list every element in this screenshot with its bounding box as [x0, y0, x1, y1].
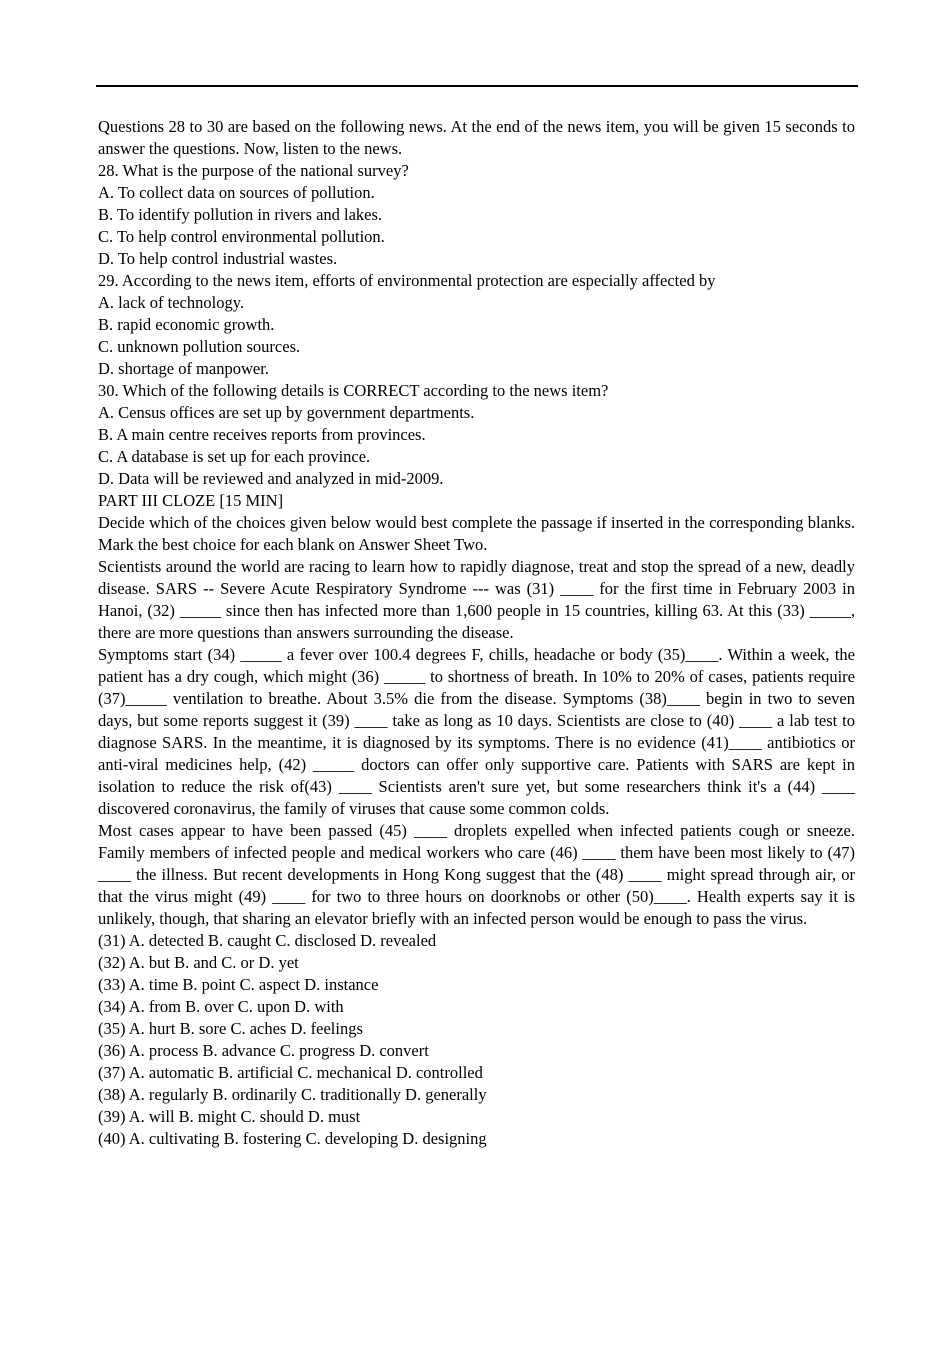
question-29-option-b: B. rapid economic growth.: [98, 315, 275, 334]
question-28-option-d: D. To help control industrial wastes.: [98, 249, 338, 268]
choice-37: (37) A. automatic B. artificial C. mechanical D. controlled: [98, 1063, 483, 1082]
question-28-option-c: C. To help control environmental pollution.: [98, 227, 385, 246]
header-rule: [96, 85, 858, 87]
part-title: PART III CLOZE [15 MIN]: [98, 491, 284, 510]
question-29-option-d: D. shortage of manpower.: [98, 359, 269, 378]
question-28-stem: 28. What is the purpose of the national survey?: [98, 161, 409, 180]
question-29-option-c: C. unknown pollution sources.: [98, 337, 301, 356]
page-content: [98, 116, 855, 1150]
question-30-option-b: B. A main centre receives reports from provinces.: [98, 425, 426, 444]
choice-38: (38) A. regularly B. ordinarily C. traditionally D. generally: [98, 1085, 487, 1104]
question-29-stem: 29. According to the news item, efforts of environmental protection are especially affected by: [98, 271, 716, 290]
choice-34: (34) A. from B. over C. upon D. with: [98, 997, 344, 1016]
question-28-option-a: A. To collect data on sources of pollution.: [98, 183, 375, 202]
question-30-option-d: D. Data will be reviewed and analyzed in mid-2009.: [98, 469, 444, 488]
question-30-stem: 30. Which of the following details is CORRECT according to the news item?: [98, 381, 609, 400]
question-28-option-b: B. To identify pollution in rivers and lakes.: [98, 205, 383, 224]
question-29-option-a: A. lack of technology.: [98, 293, 245, 312]
passage-paragraph-1: Scientists around the world are racing to learn how to rapidly diagnose, treat and stop the spread of a new, deadly disease. SARS -- Severe Acute Respiratory Syndrome --- was (31) ____ for the first time in February 2003 in Hanoi, (32) _____ since then has infected more than 1,600 people in 15 countries, killing 63. At this (33) _____, there are more questions than answers surrounding the disease.: [98, 557, 855, 642]
choice-33: (33) A. time B. point C. aspect D. instance: [98, 975, 379, 994]
question-30-option-a: A. Census offices are set up by government departments.: [98, 403, 475, 422]
listening-intro: Questions 28 to 30 are based on the following news. At the end of the news item, you will be given 15 seconds to answer the questions. Now, listen to the news.: [98, 117, 855, 158]
cloze-instructions: Decide which of the choices given below would best complete the passage if inserted in the corresponding blanks. Mark the best choice for each blank on Answer Sheet Two.: [98, 513, 855, 554]
choice-31: (31) A. detected B. caught C. disclosed D. revealed: [98, 931, 437, 950]
passage-paragraph-2: Symptoms start (34) _____ a fever over 100.4 degrees F, chills, headache or body (35)____. Within a week, the patient has a dry cough, which might (36) _____ to shortness of breath. In 10% to 20% of cases, patients require (37)_____ ventilation to breathe. About 3.5% die from the disease. Symptoms (38)____ begin in two to seven days, but some reports suggest it (39) ____ take as long as 10 days. Scientists are close to (40) ____ a lab test to diagnose SARS. In the meantime, it is diagnosed by its symptoms. There is no evidence (41)____ antibiotics or anti-viral medicines help, (42) _____ doctors can offer only supportive care. Patients with SARS are kept in isolation to reduce the risk of(43) ____ Scientists aren't sure yet, but some researchers think it's a (44) ____ discovered coronavirus, the family of viruses that cause some common colds.: [98, 645, 855, 818]
choice-32: (32) A. but B. and C. or D. yet: [98, 953, 299, 972]
choice-40: (40) A. cultivating B. fostering C. developing D. designing: [98, 1129, 487, 1148]
choice-36: (36) A. process B. advance C. progress D. convert: [98, 1041, 429, 1060]
choice-35: (35) A. hurt B. sore C. aches D. feelings: [98, 1019, 363, 1038]
choice-39: (39) A. will B. might C. should D. must: [98, 1107, 361, 1126]
passage-paragraph-3: Most cases appear to have been passed (45) ____ droplets expelled when infected patients cough or sneeze. Family members of infected people and medical workers who care (46) ____ them have been most likely to (47) ____ the illness. But recent developments in Hong Kong suggest that the (48) ____ might spread through air, or that the virus might (49) ____ for two to three hours on doorknobs or other (50)____. Health experts say it is unlikely, though, that sharing an elevator briefly with an infected person would be enough to pass the virus.: [98, 821, 855, 928]
question-30-option-c: C. A database is set up for each province.: [98, 447, 371, 466]
